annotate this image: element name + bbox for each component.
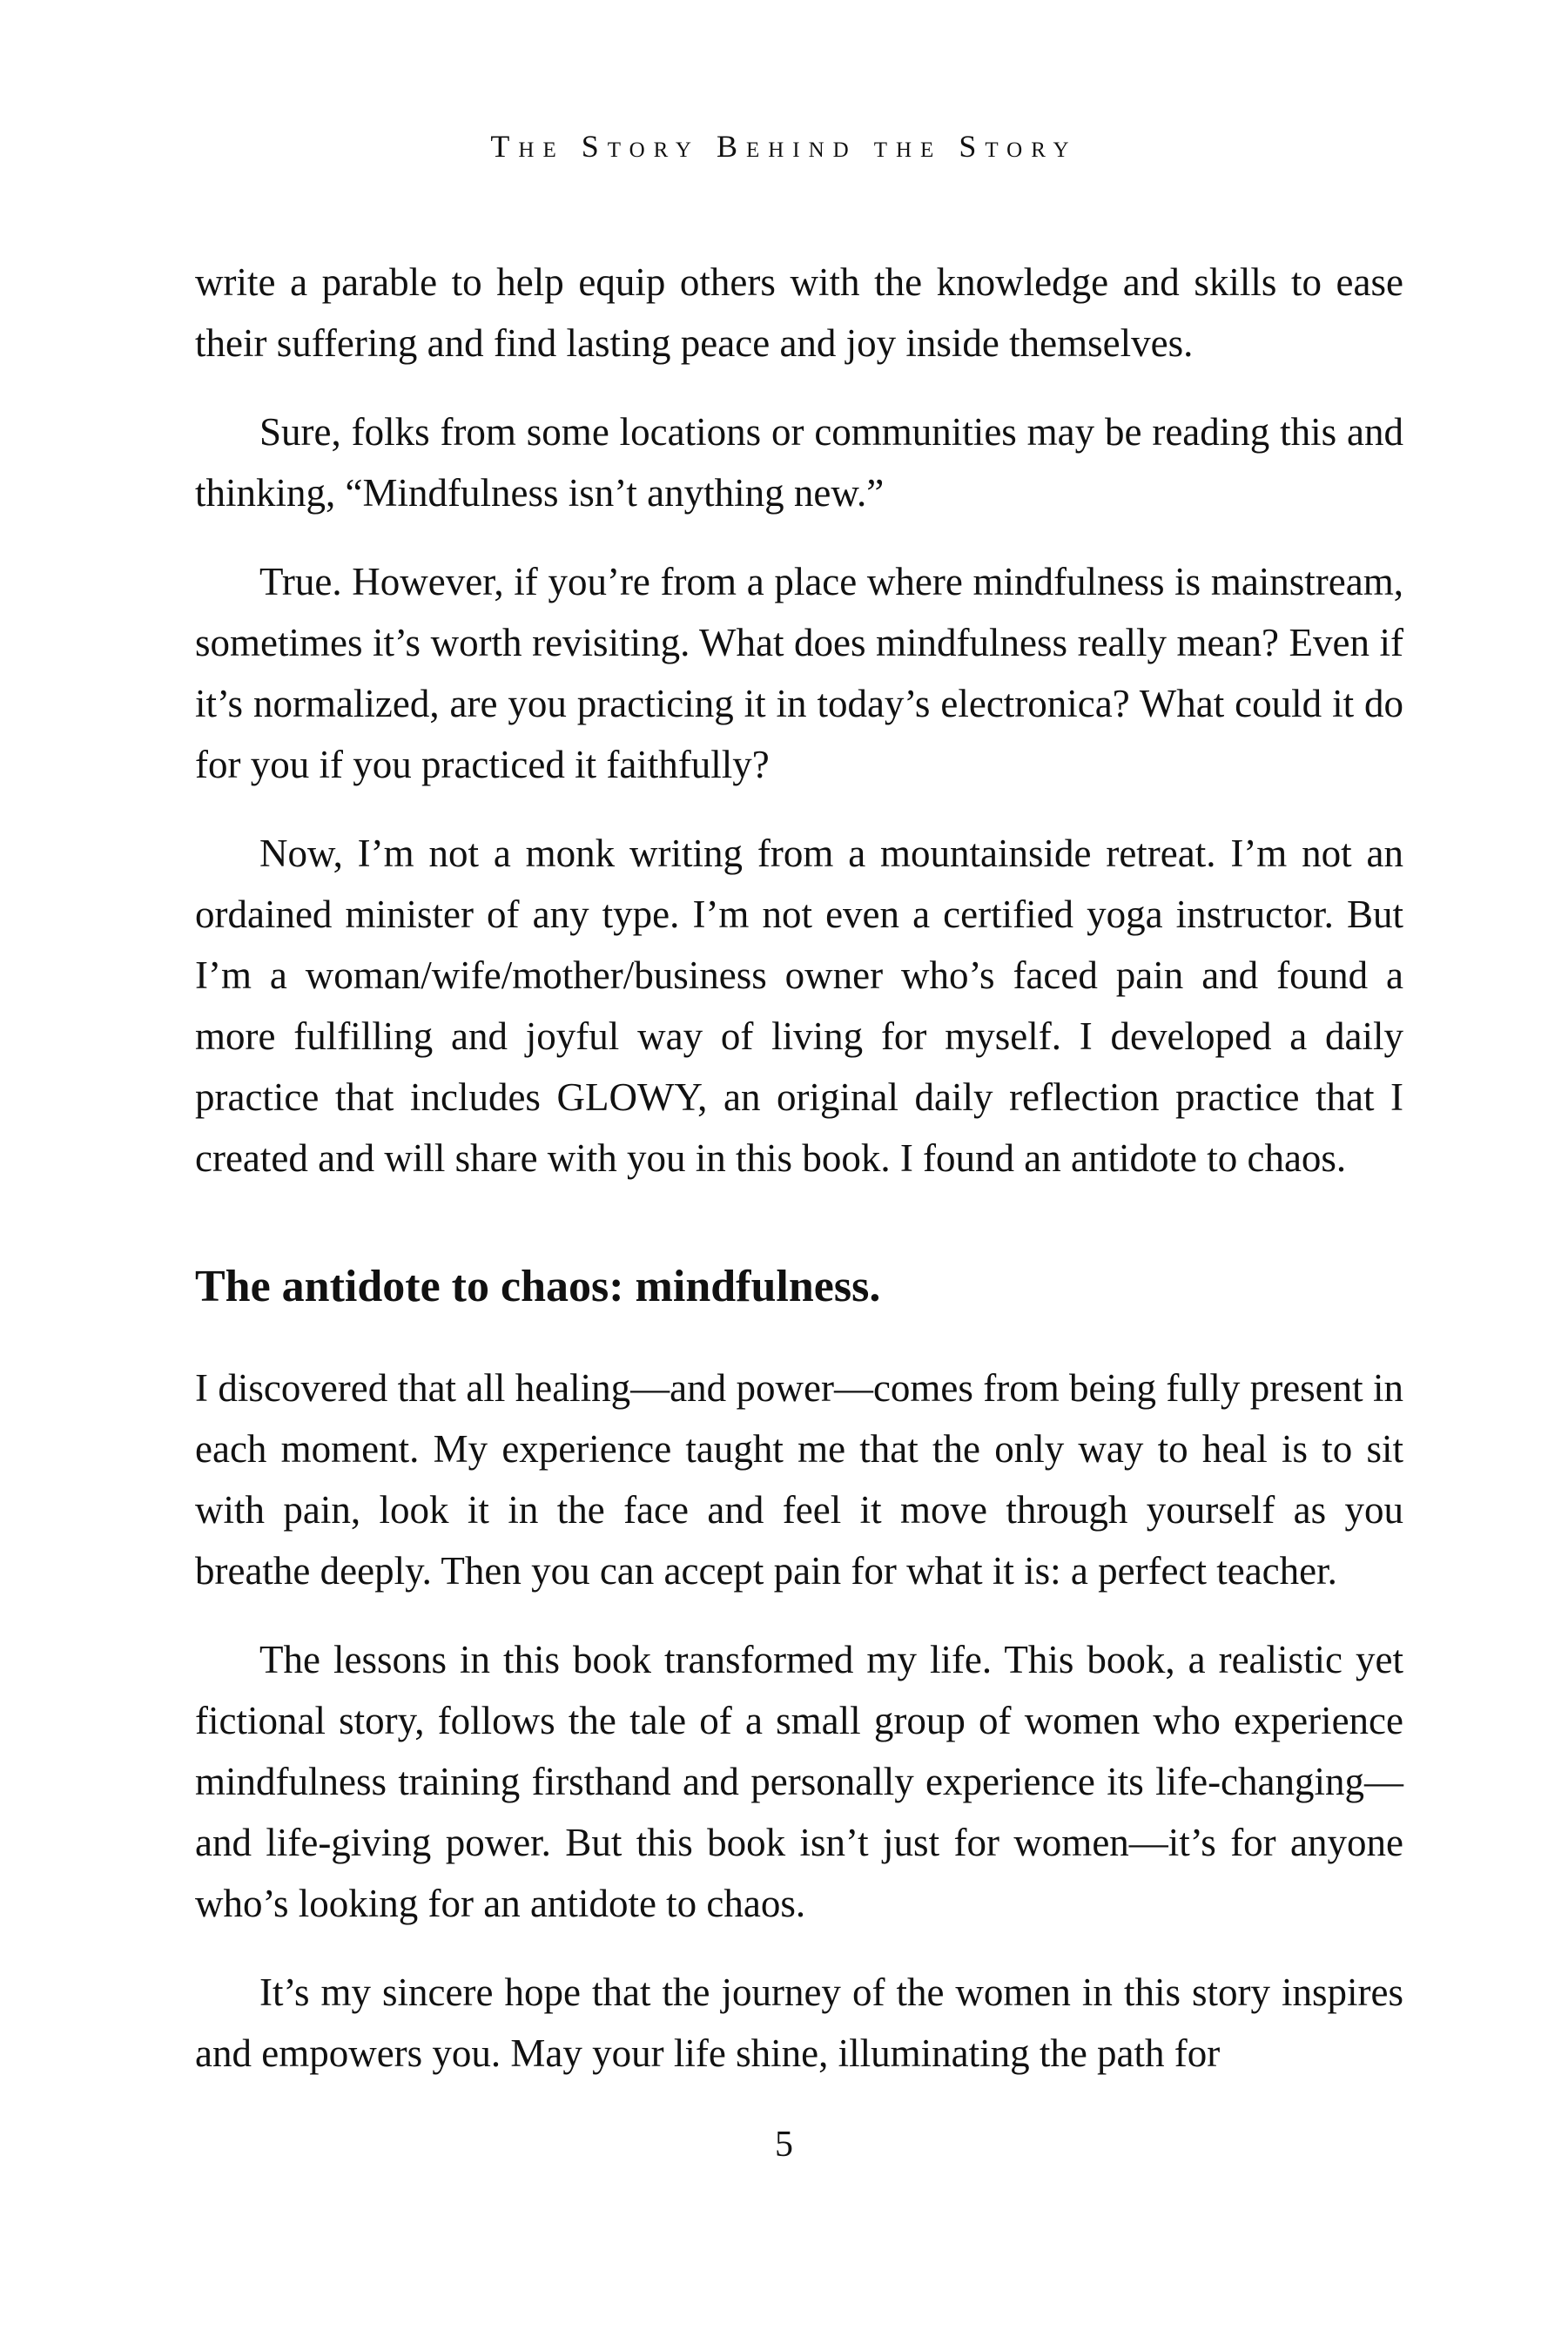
paragraph: True. However, if you’re from a place where mindfulness is mainstream, sometimes it’s worth revisiting. What does mindfulness really mean? Even if it’s normalized, are you practicing it in today’s electronica? What could it do for you if you practiced it faithfully? [195, 560, 1403, 786]
body-text [195, 252, 1403, 2084]
paragraph: It’s my sincere hope that the journey of the women in this story inspires and empowers you. May your life shine, illuminating the path for [195, 1970, 1403, 2075]
page-number: 5 [775, 2125, 793, 2165]
paragraph-continued: write a parable to help equip others with the knowledge and skills to ease their suffering and find lasting peace and joy inside themselves. [195, 260, 1403, 365]
paragraph: Sure, folks from some locations or communities may be reading this and thinking, “Mindfulness isn’t anything new.” [195, 410, 1403, 515]
paragraph: I discovered that all healing—and power—comes from being fully present in each moment. My experience taught me that the only way to heal is to sit with pain, look it in the face and feel it move through yourself as you breathe deeply. Then you can accept pain for what it is: a perfect teacher. [195, 1366, 1403, 1593]
paragraph: The lessons in this book transformed my life. This book, a realistic yet fictional story, follows the tale of a small group of women who experience mindfulness training firsthand and personally experience its life-changing—and life-giving power. But this book isn’t just for women—it’s for anyone who’s looking for an antidote to chaos. [195, 1638, 1403, 1925]
section-heading: The antidote to chaos: mindfulness. [195, 1262, 881, 1311]
running-header: The Story Behind the Story [490, 129, 1078, 164]
paragraph: Now, I’m not a monk writing from a mountainside retreat. I’m not an ordained minister of any type. I’m not even a certified yoga instructor. But I’m a woman/wife/mother/business owner who’s faced pain and found a more fulfilling and joyful way of living for myself. I developed a daily practice that includes GLOWY, an original daily reflection practice that I created and will share with you in this book. I found an antidote to chaos. [195, 832, 1403, 1180]
